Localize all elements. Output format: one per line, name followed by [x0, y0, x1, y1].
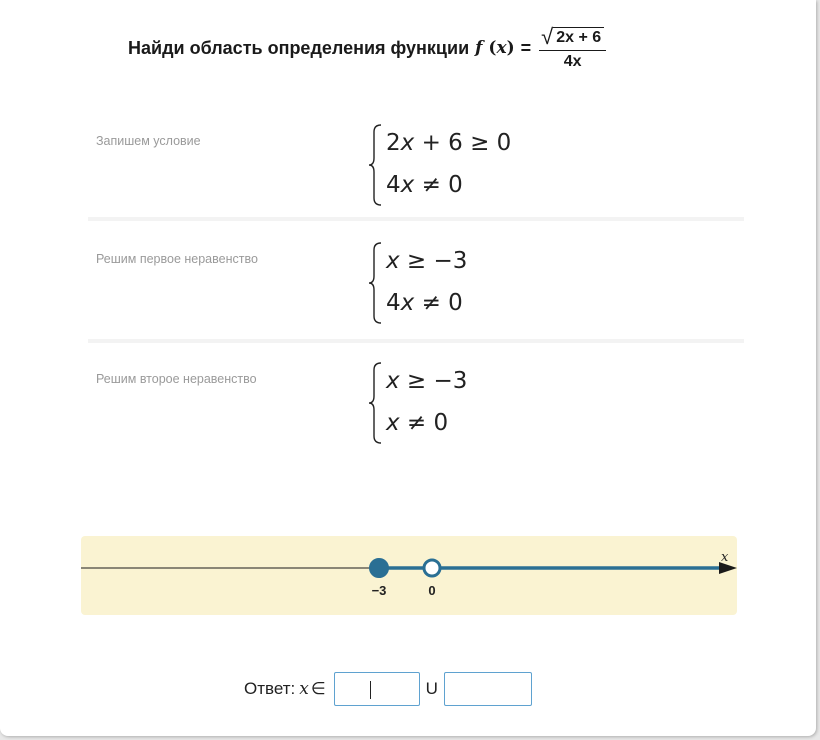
text-cursor [370, 681, 372, 699]
point-filled [370, 559, 388, 577]
left-brace-icon [368, 362, 382, 444]
solution-step [88, 362, 744, 454]
system-line: x ≠ 0 [386, 410, 449, 436]
element-of-symbol: ∈ [310, 679, 326, 698]
point-label: −3 [371, 583, 387, 598]
radicand: 2x + 6 [553, 27, 604, 48]
left-brace-icon [368, 242, 382, 324]
answer-label: Ответ: [244, 679, 296, 698]
number-line [81, 536, 737, 615]
function-arg: x [496, 38, 507, 58]
fraction-numerator [539, 23, 606, 51]
solution-step [88, 242, 744, 334]
system-line: x ≥ −3 [386, 368, 468, 394]
point-label: 0 [428, 583, 436, 598]
system-line: 2x + 6 ≥ 0 [386, 130, 512, 156]
fraction-denominator: 4x [563, 52, 582, 70]
union-symbol: U [425, 679, 438, 698]
answer-input-wrapper [334, 672, 420, 706]
inequality-system [368, 362, 467, 444]
system-line: 4x ≠ 0 [386, 290, 463, 316]
solution-step [88, 124, 744, 216]
answer-interval-2-input[interactable] [444, 672, 532, 706]
function-fraction [539, 23, 606, 71]
step-divider [88, 339, 744, 343]
inequality-system [368, 242, 467, 324]
answer-variable: x [299, 679, 309, 699]
step-label: Решим второе неравенство [96, 372, 257, 386]
task-title [128, 20, 606, 76]
step-divider [88, 217, 744, 221]
function-name: f [475, 38, 483, 58]
number-line-panel [81, 536, 737, 615]
sqrt-icon: √ [541, 23, 554, 49]
step-label: Решим первое неравенство [96, 252, 258, 266]
answer-interval-1-input[interactable] [334, 672, 420, 706]
function-notation: f (x) [475, 38, 515, 58]
task-title-text: Найди область определения функции [128, 37, 470, 58]
answer-row [244, 670, 532, 708]
equals-sign: = [520, 37, 532, 58]
inequality-system [368, 124, 511, 206]
axis-variable-label: x [721, 550, 729, 565]
system-line: 4x ≠ 0 [386, 172, 463, 198]
system-line: x ≥ −3 [386, 248, 468, 274]
point-empty [424, 560, 440, 576]
step-label: Запишем условие [96, 134, 201, 148]
left-brace-icon [368, 124, 382, 206]
